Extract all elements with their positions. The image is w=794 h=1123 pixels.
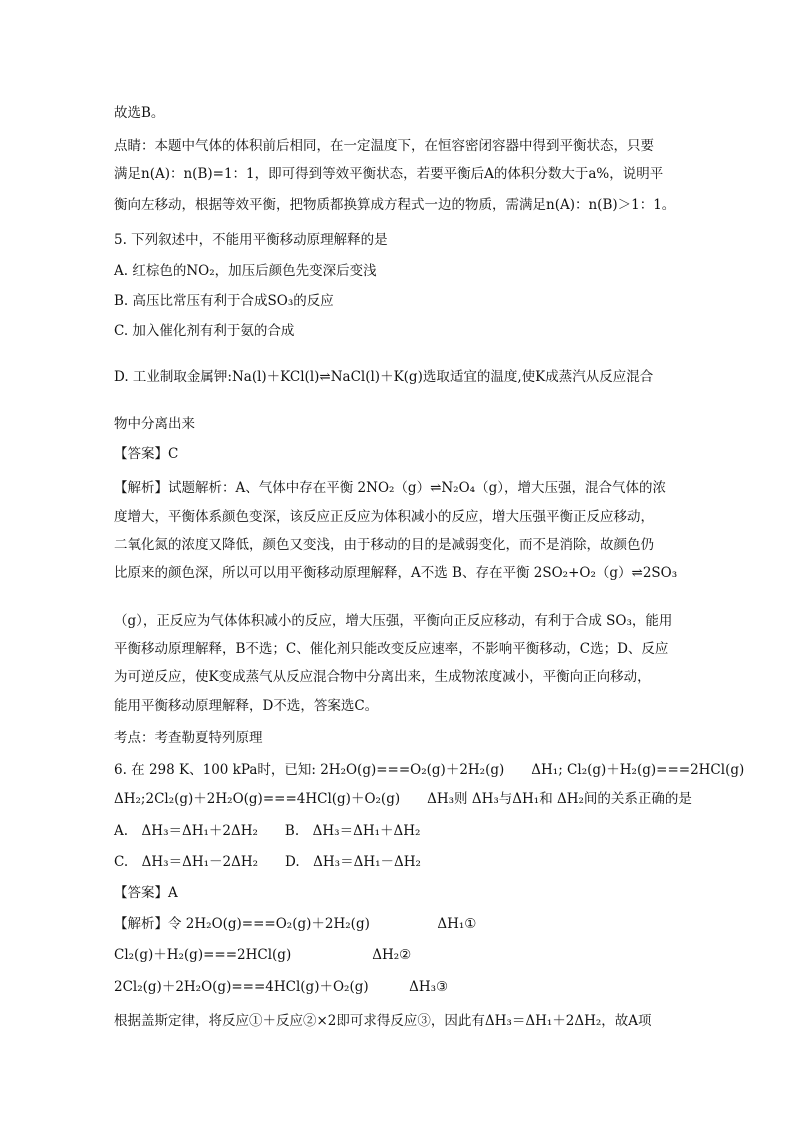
- question-5-analysis-1: 【解析】试题解析：A、气体中存在平衡 2NO₂（g）⇌N₂O₄（g），增大压强，混合气体的浓: [114, 480, 666, 496]
- question-5-option-d: D. 工业制取金属钾:Na(l)＋KCl(l)⇌NaCl(l)＋K(g)选取适宜的温度,使K成蒸汽从反应混合: [114, 369, 654, 385]
- question-5-analysis-2: 度增大，平衡体系颜色变深，该反应正反应为体积减小的反应，增大压强平衡正反应移动，: [114, 509, 654, 525]
- question-6-options-ab: A. ΔH₃＝ΔH₁＋2ΔH₂ B. ΔH₃＝ΔH₁＋ΔH₂: [114, 823, 421, 839]
- question-5-analysis-5: （g），正反应为气体体积减小的反应，增大压强，平衡向正反应移动，有利于合成 SO₃，能用: [114, 613, 673, 629]
- text-line-2: 点睛：本题中气体的体积前后相同，在一定温度下，在恒容密闭容器中得到平衡状态，只要: [114, 138, 654, 154]
- question-5-analysis-7: 为可逆反应，使K变成蒸气从反应混合物中分离出来，生成物浓度减小，平衡向正向移动，: [114, 669, 651, 685]
- question-5-analysis-6: 平衡移动原理解释，B不选；C、催化剂只能改变反应速率，不影响平衡移动，C选；D、反应: [114, 641, 669, 657]
- question-6-analysis-1: 【解析】令 2H₂O(g)===O₂(g)＋2H₂(g) ΔH₁①: [114, 916, 477, 932]
- question-6-options-cd: C. ΔH₃＝ΔH₁－2ΔH₂ D. ΔH₃＝ΔH₁－ΔH₂: [114, 854, 421, 870]
- question-5-analysis-8: 能用平衡移动原理解释，D不选，答案选C。: [114, 698, 379, 714]
- question-5-analysis-4: 比原来的颜色深，所以可以用平衡移动原理解释，A不选 B、存在平衡 2SO₂+O₂（g）⇌2SO₃: [114, 565, 678, 581]
- question-5-option-c: C. 加入催化剂有利于氨的合成: [114, 323, 295, 339]
- text-line-3: 满足n(A)：n(B)=1：1，即可得到等效平衡状态，若要平衡后A的体积分数大于a%，说明平: [114, 166, 664, 182]
- question-6-stem-2: ΔH₂;2Cl₂(g)＋2H₂O(g)===4HCl(g)＋O₂(g) ΔH₃则 ΔH₃与ΔH₁和 ΔH₂间的关系正确的是: [114, 791, 692, 807]
- question-5-option-d-cont: 物中分离出来: [114, 416, 195, 432]
- text-line-4: 衡向左移动，根据等效平衡，把物质都换算成方程式一边的物质，需满足n(A)：n(B)＞1：1。: [114, 197, 676, 213]
- question-5-kaodian: 考点：考查勒夏特列原理: [114, 730, 263, 746]
- question-6-stem-1: 6. 在 298 K、100 kPa时，已知: 2H₂O(g)===O₂(g)＋2H₂(g) ΔH₁; Cl₂(g)＋H₂(g)===2HCl(g): [114, 762, 745, 778]
- question-5-answer: 【答案】C: [114, 446, 179, 462]
- question-5-analysis-3: 二氧化氮的浓度又降低，颜色又变浅，由于移动的目的是减弱变化，而不是消除，故颜色仍: [114, 537, 654, 553]
- question-5-option-a: A. 红棕色的NO₂，加压后颜色先变深后变浅: [114, 263, 377, 279]
- question-6-answer: 【答案】A: [114, 885, 178, 901]
- question-6-analysis-2: Cl₂(g)＋H₂(g)===2HCl(g) ΔH₂②: [114, 947, 412, 963]
- text-line-1: 故选B。: [114, 105, 165, 121]
- question-5-stem: 5. 下列叙述中，不能用平衡移动原理解释的是: [114, 232, 388, 248]
- question-6-analysis-4: 根据盖斯定律，将反应①＋反应②×2即可求得反应③，因此有ΔH₃＝ΔH₁＋2ΔH₂，故A项: [114, 1013, 652, 1029]
- question-6-analysis-3: 2Cl₂(g)＋2H₂O(g)===4HCl(g)＋O₂(g) ΔH₃③: [114, 979, 449, 995]
- question-5-option-b: B. 高压比常压有利于合成SO₃的反应: [114, 293, 334, 309]
